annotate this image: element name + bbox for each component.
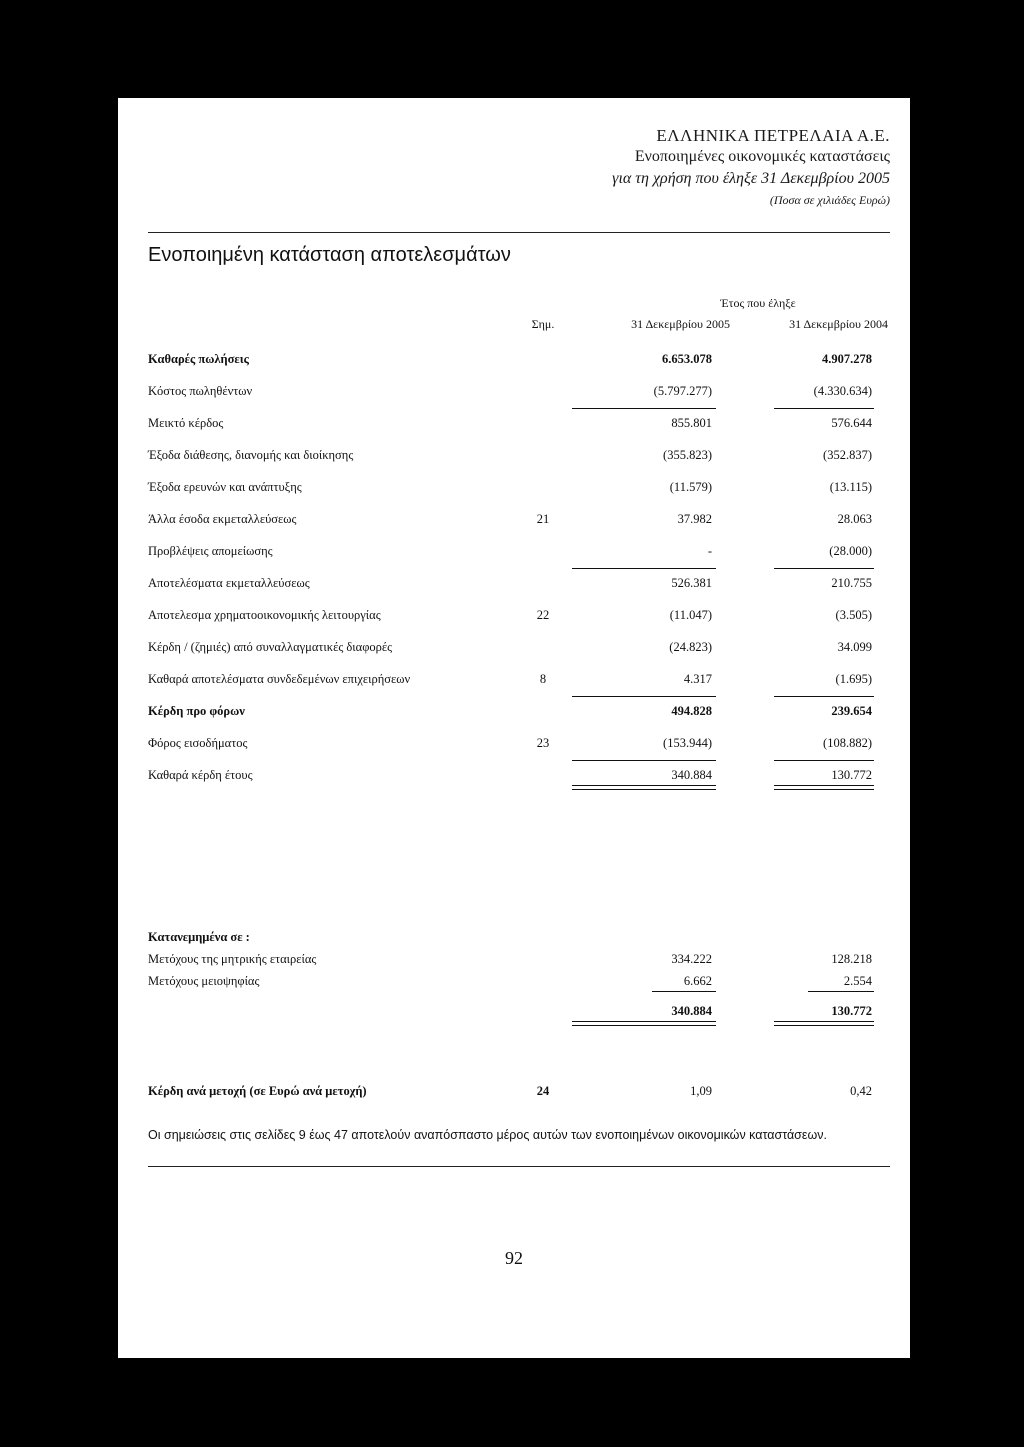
row-label: Καθαρά κέρδη έτους bbox=[148, 768, 253, 782]
allocation-heading: Κατανεμημένα σε : bbox=[148, 930, 250, 944]
double-underline bbox=[774, 785, 874, 790]
table-row bbox=[118, 974, 910, 994]
table-row bbox=[118, 544, 910, 564]
eps-row bbox=[118, 1084, 910, 1104]
value-2004: 239.654 bbox=[831, 704, 872, 718]
header-divider bbox=[148, 232, 890, 233]
row-label: Καθαρές πωλήσεις bbox=[148, 352, 249, 366]
note-header: Σημ. bbox=[531, 317, 555, 331]
subtotal-underline bbox=[572, 696, 716, 697]
table-row bbox=[118, 640, 910, 660]
col-2004-header: 31 Δεκεμβρίου 2004 bbox=[789, 317, 888, 331]
page-number: 92 bbox=[505, 1248, 523, 1268]
footnote: Οι σημειώσεις στις σελίδες 9 έως 47 αποτελούν αναπόσπαστο μέρος αυτών των ενοποιημένων οικονομικών καταστάσεων. bbox=[148, 1128, 827, 1142]
value-2004: (28.000) bbox=[829, 544, 872, 558]
table-row bbox=[118, 672, 910, 692]
row-label: Έξοδα διάθεσης, διανομής και διοίκησης bbox=[148, 448, 354, 462]
subtotal-underline bbox=[572, 408, 716, 409]
value-2004: 210.755 bbox=[831, 576, 872, 590]
allocation-heading-row bbox=[118, 930, 910, 950]
value-2004: 34.099 bbox=[837, 640, 872, 654]
value-2005: 334.222 bbox=[671, 952, 712, 966]
table-row bbox=[118, 576, 910, 596]
value-2004: (3.505) bbox=[835, 608, 872, 622]
document-page bbox=[118, 98, 910, 1358]
units-label: (Ποσα σε χιλιάδες Ευρώ) bbox=[769, 193, 890, 207]
row-label: Κέρδη / (ζημιές) από συναλλαγματικές διαφορές bbox=[148, 640, 393, 654]
value-2005: (24.823) bbox=[669, 640, 712, 654]
subtotal-underline bbox=[774, 760, 874, 761]
value-2004: 576.644 bbox=[831, 416, 872, 430]
row-label: Μετόχους της μητρικής εταιρείας bbox=[148, 952, 317, 966]
note-ref: 22 bbox=[536, 608, 550, 622]
table-row bbox=[118, 352, 910, 372]
value-2005: (11.579) bbox=[669, 480, 712, 494]
row-label: Κόστος πωληθέντων bbox=[148, 384, 253, 398]
subtotal-underline bbox=[572, 568, 716, 569]
value-2004: 28.063 bbox=[837, 512, 872, 526]
row-label: Προβλέψεις απομείωσης bbox=[148, 544, 273, 558]
row-label: Μετόχους μειοψηφίας bbox=[148, 974, 260, 988]
double-underline bbox=[572, 1021, 716, 1026]
table-row bbox=[118, 480, 910, 500]
value-2005: - bbox=[707, 544, 712, 558]
row-label: Καθαρά αποτελέσματα συνδεδεμένων επιχειρήσεων bbox=[148, 672, 411, 686]
row-label: Άλλα έσοδα εκμεταλλεύσεως bbox=[148, 512, 297, 526]
value-2004: (1.695) bbox=[835, 672, 872, 686]
statement-title: Ενοποιημένη κατάσταση αποτελεσμάτων bbox=[148, 244, 511, 266]
row-label: Κέρδη προ φόρων bbox=[148, 704, 245, 718]
row-label: Φόρος εισοδήματος bbox=[148, 736, 248, 750]
value-2005: 6.662 bbox=[683, 974, 712, 988]
table-row bbox=[118, 736, 910, 756]
company-name: ΕΛΛΗΝΙΚΑ ΠΕΤΡΕΛΑΙΑ Α.Ε. bbox=[656, 126, 890, 145]
row-label: Αποτελέσματα εκμεταλλεύσεως bbox=[148, 576, 310, 590]
subtotal-underline bbox=[774, 568, 874, 569]
value-2005: 37.982 bbox=[677, 512, 712, 526]
double-underline bbox=[774, 1021, 874, 1026]
value-2005: 4.317 bbox=[683, 672, 712, 686]
table-row bbox=[118, 704, 910, 724]
value-2004: (13.115) bbox=[829, 480, 872, 494]
value-2005: 855.801 bbox=[671, 416, 712, 430]
footer-divider bbox=[148, 1166, 890, 1167]
col-2005-header: 31 Δεκεμβρίου 2005 bbox=[631, 317, 730, 331]
value-2005: 494.828 bbox=[671, 704, 712, 718]
note-ref: 8 bbox=[539, 672, 547, 686]
table-row bbox=[118, 952, 910, 972]
eps-label: Κέρδη ανά μετοχή (σε Ευρώ ανά μετοχή) bbox=[148, 1084, 367, 1098]
subtotal-underline bbox=[774, 408, 874, 409]
value-2004: 2.554 bbox=[843, 974, 872, 988]
value-2004: 130.772 bbox=[831, 768, 872, 782]
note-ref: 21 bbox=[536, 512, 550, 526]
table-row bbox=[118, 608, 910, 628]
table-row bbox=[118, 416, 910, 436]
value-2005: (153.944) bbox=[663, 736, 712, 750]
note-ref: 23 bbox=[536, 736, 550, 750]
double-underline bbox=[572, 785, 716, 790]
period-label: για τη χρήση που έληξε 31 Δεκεμβρίου 2005 bbox=[612, 170, 890, 187]
subtotal-underline bbox=[652, 991, 716, 992]
value-2004: (352.837) bbox=[823, 448, 872, 462]
value-2005: 340.884 bbox=[671, 768, 712, 782]
total-2005: 340.884 bbox=[671, 1004, 712, 1018]
row-label: Έξοδα ερευνών και ανάπτυξης bbox=[148, 480, 302, 494]
year-ended-header: Έτος που έληξε bbox=[720, 296, 796, 310]
value-2005: 6.653.078 bbox=[662, 352, 712, 366]
value-2005: (5.797.277) bbox=[653, 384, 712, 398]
value-2004: (108.882) bbox=[823, 736, 872, 750]
table-row bbox=[118, 512, 910, 532]
value-2004: (4.330.634) bbox=[813, 384, 872, 398]
value-2004: 4.907.278 bbox=[822, 352, 872, 366]
document-title: Ενοποιημένες οικονομικές καταστάσεις bbox=[634, 148, 890, 165]
note-ref: 24 bbox=[536, 1084, 550, 1098]
subtotal-underline bbox=[808, 991, 874, 992]
table-row bbox=[118, 448, 910, 468]
value-2004: 128.218 bbox=[831, 952, 872, 966]
table-row bbox=[118, 384, 910, 404]
subtotal-underline bbox=[774, 696, 874, 697]
total-2004: 130.772 bbox=[831, 1004, 872, 1018]
value-2005: (11.047) bbox=[669, 608, 712, 622]
subtotal-underline bbox=[572, 760, 716, 761]
row-label: Μεικτό κέρδος bbox=[148, 416, 224, 430]
value-2005: 526.381 bbox=[671, 576, 712, 590]
row-label: Αποτελεσμα χρηματοοικονομικής λειτουργίας bbox=[148, 608, 381, 622]
value-2005: (355.823) bbox=[663, 448, 712, 462]
eps-2004: 0,42 bbox=[850, 1084, 872, 1098]
eps-2005: 1,09 bbox=[690, 1084, 712, 1098]
